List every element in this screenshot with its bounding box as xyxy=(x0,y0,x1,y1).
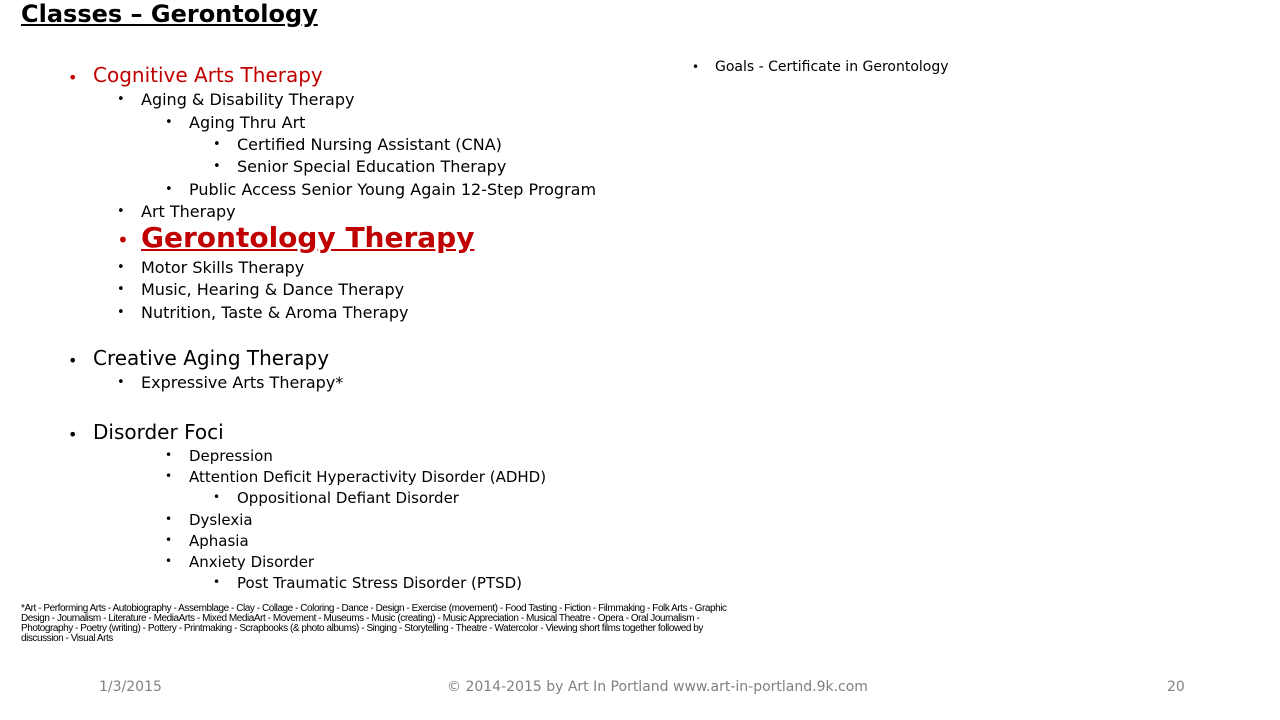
bullet-icon: • xyxy=(165,512,173,526)
bullet-icon: • xyxy=(68,351,78,370)
list-item-oppositional-defiant-disorder: Oppositional Defiant Disorder xyxy=(237,489,459,507)
bullet-icon: • xyxy=(165,115,173,130)
list-item-music-hearing-dance: Music, Hearing & Dance Therapy xyxy=(141,280,405,299)
list-item-aphasia: Aphasia xyxy=(189,532,249,550)
list-item-aging-thru-art: Aging Thru Art xyxy=(189,113,306,132)
bullet-icon: • xyxy=(213,575,221,589)
list-item-nutrition-taste-aroma: Nutrition, Taste & Aroma Therapy xyxy=(141,303,409,322)
list-item-anxiety-disorder: Anxiety Disorder xyxy=(189,553,315,571)
bullet-icon: • xyxy=(117,305,125,320)
bullet-icon: • xyxy=(692,60,700,74)
list-item-gerontology-therapy: Gerontology Therapy xyxy=(141,221,475,254)
list-item-motor-skills-therapy: Motor Skills Therapy xyxy=(141,258,305,277)
list-item-ptsd: Post Traumatic Stress Disorder (PTSD) xyxy=(237,574,522,592)
bullet-icon: • xyxy=(213,137,221,152)
bullet-icon: • xyxy=(117,204,125,219)
list-item-expressive-arts-therapy: Expressive Arts Therapy* xyxy=(141,373,344,392)
bullet-icon: • xyxy=(68,425,78,444)
list-item-disorder-foci: Disorder Foci xyxy=(93,420,224,444)
bullet-icon: • xyxy=(165,554,173,568)
bullet-icon: • xyxy=(117,228,129,252)
bullet-icon: • xyxy=(213,490,221,504)
list-item-cognitive-arts-therapy: Cognitive Arts Therapy xyxy=(93,63,323,87)
list-item-depression: Depression xyxy=(189,447,273,465)
bullet-icon: • xyxy=(117,282,125,297)
footer-page-number: 20 xyxy=(1167,679,1185,695)
bullet-icon: • xyxy=(68,68,78,87)
list-item-aging-disability-therapy: Aging & Disability Therapy xyxy=(141,90,355,109)
list-item-creative-aging-therapy: Creative Aging Therapy xyxy=(93,346,330,370)
bullet-icon: • xyxy=(165,533,173,547)
bullet-icon: • xyxy=(213,159,221,174)
bullet-icon: • xyxy=(117,260,125,275)
slide-title: Classes – Gerontology xyxy=(21,0,318,28)
list-item-adhd: Attention Deficit Hyperactivity Disorder (ADHD) xyxy=(189,468,547,486)
list-item-cna: Certified Nursing Assistant (CNA) xyxy=(237,135,502,154)
footnote: *Art - Performing Arts - Autobiography - Assemblage - Clay - Collage - Coloring - Dance - Design - Exercise (movement) - Food Tasting - Fiction - Filmmaking - Folk Arts - Graphic Design - Journalism - Literature - MediaArts - Mixed MediaArt - Movement - Museums - Music (creating) - Music Appreciation - Musical Theatre - Opera - Oral Journalism - Photography - Poetry (writing) - Pottery - Printmaking - Scrapbooks (& photo albums) - Singing - Storytelling - Theatre - Watercolor - Viewing short films together followed by discussion - Visual Arts xyxy=(21,603,727,644)
list-item-dyslexia: Dyslexia xyxy=(189,511,253,529)
footer-copyright: © 2014-2015 by Art In Portland www.art-in-portland.9k.com xyxy=(447,679,868,695)
footer-date: 1/3/2015 xyxy=(99,679,162,695)
list-item-senior-special-education: Senior Special Education Therapy xyxy=(237,157,507,176)
bullet-icon: • xyxy=(165,448,173,462)
bullet-icon: • xyxy=(117,92,125,107)
list-item-art-therapy: Art Therapy xyxy=(141,202,236,221)
list-item-goals: Goals - Certificate in Gerontology xyxy=(715,59,949,75)
list-item-public-access-program: Public Access Senior Young Again 12-Step Program xyxy=(189,180,597,199)
bullet-icon: • xyxy=(165,182,173,197)
bullet-icon: • xyxy=(165,469,173,483)
bullet-icon: • xyxy=(117,375,125,390)
